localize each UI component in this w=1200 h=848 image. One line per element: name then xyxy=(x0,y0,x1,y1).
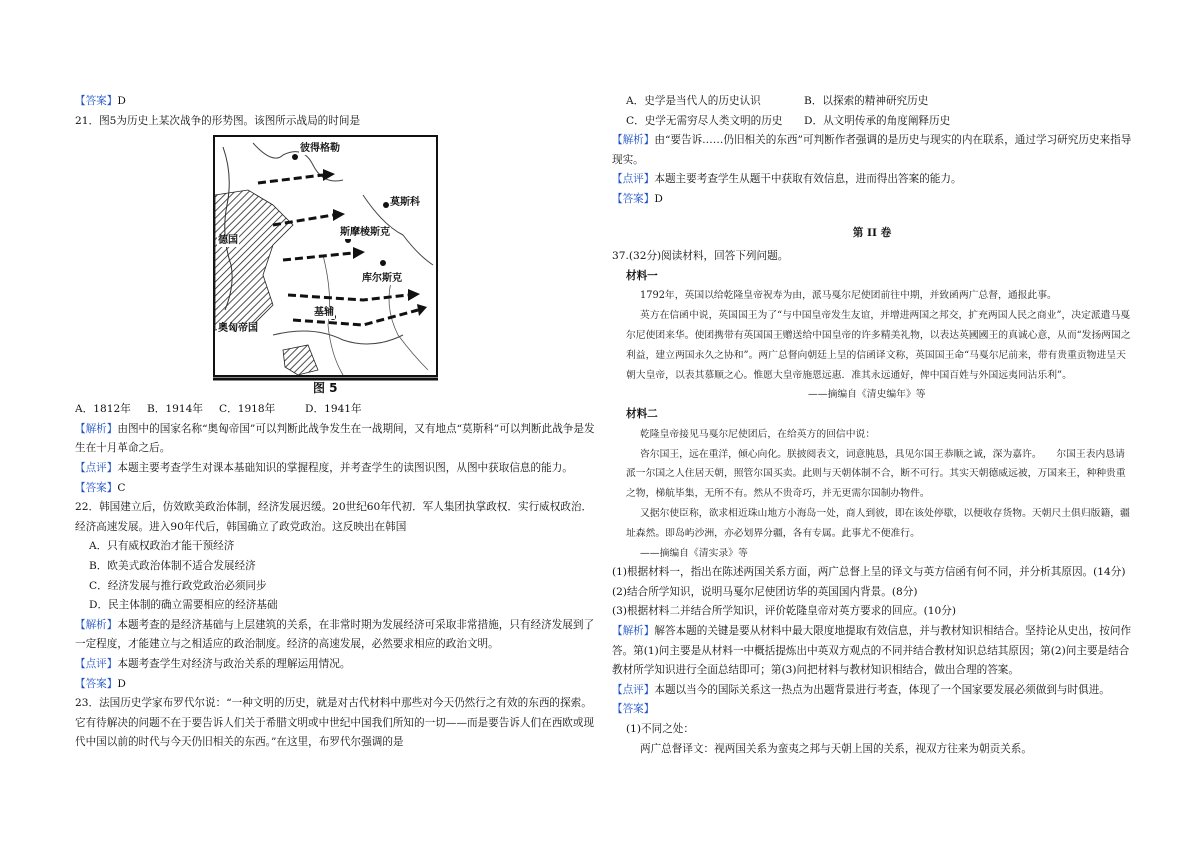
map-label-kiev: 基辅 xyxy=(314,307,334,319)
right-column xyxy=(612,92,1132,759)
question-37-answer-tag: 【答案】 xyxy=(612,703,655,716)
map-label-kursk: 库尔斯克 xyxy=(362,273,402,285)
question-23-answer: 【答案】D xyxy=(612,192,663,205)
question-21-options xyxy=(75,400,600,420)
question-23-comment: 【点评】本题主要考查学生从题干中获取有效信息，进而得出答案的能力。 xyxy=(612,173,962,186)
material-1-p2: 英方在信函中说，英国国王为了“与中国皇帝发生友谊，并增进两国之邦交，扩充两国人民之商业”，决定派遣马戛尔尼使团来华。使团携带有英国国王赠送给中国皇帝的许多精美礼物，以表达英國國王的真诚心意，从而“发扬两国之利益，建立两国永久之协和”。两广总督向朝廷上呈的信函译文称，英国国王命“马戛尔尼前来，带有贵重贡物进呈天朝大皇帝，以表其慕顺之心。惟愿大皇帝施恩远惠．准其永远通好，俾中国百姓与外国远夷同沾乐利”。 xyxy=(626,310,1131,381)
q23-option-b: B．以探索的精神研究历史 xyxy=(804,95,929,107)
map-label-moscow: 莫斯科 xyxy=(390,197,420,209)
section-heading: 第 II 卷 xyxy=(852,226,892,239)
question-37-stem: 37.(32分)阅读材料，回答下列问题。 xyxy=(612,250,789,263)
question-23-options-row2 xyxy=(612,112,1132,132)
question-22-option-b: B．欧美式政治体制不适合发展经济 xyxy=(89,559,256,572)
material-2-p3: 又据尔使臣称，欲求相近珠山地方小海岛一处，商人到彼，即在该处停歇，以便收存货物。天朝尺土俱归版籍，疆址森然。即岛屿沙洲，亦必划界分疆，各有专属。此事尤不便准行。 xyxy=(626,507,1130,539)
material-1-source: ——摘编自《清史编年》等 xyxy=(808,389,926,401)
question-23-analysis: 【解析】由“要告诉……仍旧相关的东西”可判断作者强调的是历史与现实的内在联系，通过学习研究历史来指导现实。 xyxy=(612,134,1132,166)
answer-1-title: (1)不同之处： xyxy=(626,723,694,736)
option-a: A．1812年 xyxy=(75,403,131,416)
question-22-option-a: A．只有威权政治才能干预经济 xyxy=(89,540,235,553)
sub-question-1: (1)根据材料一，指出在陈述两国关系方面，两广总督上呈的译文与英方信函有何不同，并分析其原因。(14分) xyxy=(612,566,1126,579)
option-c: C．1918年 xyxy=(219,403,276,416)
map-drawing xyxy=(213,135,438,400)
material-2-title: 材料二 xyxy=(626,408,658,421)
question-21-stem: 21．图5为历史上某次战争的形势图。该图所示战局的时间是 xyxy=(75,114,361,127)
map-label-smolensk: 斯摩棱斯克 xyxy=(340,227,390,239)
material-2-p2: 咨尔国王，远在重洋，倾心向化。朕披阅表文，词意肫恳，具见尔国王恭顺之诚，深为嘉许。 尔国王表内恳请派一尔国之人住居天朝，照管尔国买卖。此则与天朝体制不合，断不可行。其实天朝德威远被，万国来王，种种贵重之物，梯航毕集，无所不有。然从不贵奇巧，并无更需尔国制办物件。 xyxy=(626,448,1126,500)
map-label-petrograd: 彼得格勒 xyxy=(300,143,340,155)
question-22-analysis: 【解析】本题考查的是经济基础与上层建筑的关系，在非常时期为发展经济可采取非常措施，只有经济发展到了一定程度，才能建立与之相适应的政治制度。经济的高速发展，必然要求相应的政治文明。 xyxy=(75,618,595,651)
option-d: D．1941年 xyxy=(305,403,362,416)
question-22-comment: 【点评】本题考查学生对经济与政治关系的理解运用情况。 xyxy=(75,657,351,670)
answer-1-text: 两广总督译文：视两国关系为蛮夷之邦与天朝上国的关系，视双方往来为朝贡关系。 xyxy=(640,742,1032,755)
left-column xyxy=(75,92,600,753)
figure-caption: 图 5 xyxy=(313,381,338,396)
option-b: B．1914年 xyxy=(147,403,203,416)
question-23-stem: 23．法国历史学家布罗代尔说：“一种文明的历史，就是对古代材料中那些对今天仍然行之有效的东西的探索。它有待解决的问题不在于要告诉人们关于希腊文明或中世纪中国我们所知的一切——而是要告诉人们在西欧或现代中国以前的时代与今天仍旧相关的东西。”在这里，布罗代尔强调的是 xyxy=(75,697,595,749)
material-2-p1: 乾隆皇帝接见马戛尔尼使团后，在给英方的回信中说： xyxy=(640,428,876,440)
question-22-answer: 【答案】D xyxy=(75,677,126,690)
question-22-option-d: D．民主体制的确立需要相应的经济基础 xyxy=(89,599,278,612)
sub-question-3: (3)根据材料二并结合所学知识，评价乾隆皇帝对英方要求的回应。(10分) xyxy=(612,605,956,618)
material-1-title: 材料一 xyxy=(626,269,658,282)
question-21-analysis: 【解析】由图中的国家名称“奥匈帝国”可以判断此战争发生在一战期间，又有地点“莫斯科”可以判断此战争是发生在十月革命之后。 xyxy=(75,422,595,455)
q23-option-d: D．从文明传承的角度阐释历史 xyxy=(804,114,951,127)
question-22-stem: 22．韩国建立后，仿效欧美政治体制，经济发展迟缓。20世纪60年代初．军人集团执掌政权．实行威权政治．经济高速发展。进入90年代后，韩国确立了政党政治。这反映出在韩国 xyxy=(75,501,593,533)
question-37-comment: 【点评】本题以当今的国际关系这一热点为出题背景进行考查，体现了一个国家要发展必须做到与时俱进。 xyxy=(612,683,1110,696)
material-1-p1: 1792年，英国以给乾隆皇帝祝寿为由，派马戛尔尼使团前往中期，并致函两广总督，通报此事。 xyxy=(640,290,1057,302)
q23-option-c: C．史学无需穷尽人类文明的历史 xyxy=(626,114,783,127)
question-23-options-row1 xyxy=(612,92,1132,112)
map-label-germany: 德国 xyxy=(218,235,238,247)
question-22-option-c: C．经济发展与推行政党政治必须同步 xyxy=(89,579,267,592)
sub-question-2: (2)结合所学知识，说明马戛尔尼使团访华的英国国内背景。(8分) xyxy=(612,585,918,598)
material-2-source: ——摘编自《清实录》等 xyxy=(640,547,748,559)
q23-option-a: A．史学是当代人的历史认识 xyxy=(626,95,761,107)
map-label-austria: 奥匈帝国 xyxy=(218,323,258,335)
war-situation-map xyxy=(213,135,438,400)
question-21-answer: 【答案】C xyxy=(75,481,126,494)
question-21-comment: 【点评】本题主要考查学生对课本基础知识的掌握程度，并考查学生的读图识图，从图中获取信息的能力。 xyxy=(75,461,573,474)
question-37-analysis: 【解析】解答本题的关键是要从材料中最大限度地提取有效信息，并与教材知识相结合。坚持论从史出，按问作答。第(1)问主要是从材料一中概括提炼出中英双方观点的不同并结合教材知识总结其原因；第(2)问主要是结合教材所学知识进行全面总结即可；第(3)问把材料与教材知识相结合，做出合理的答案。 xyxy=(612,625,1132,677)
answer-20: 【答案】D xyxy=(75,95,126,107)
